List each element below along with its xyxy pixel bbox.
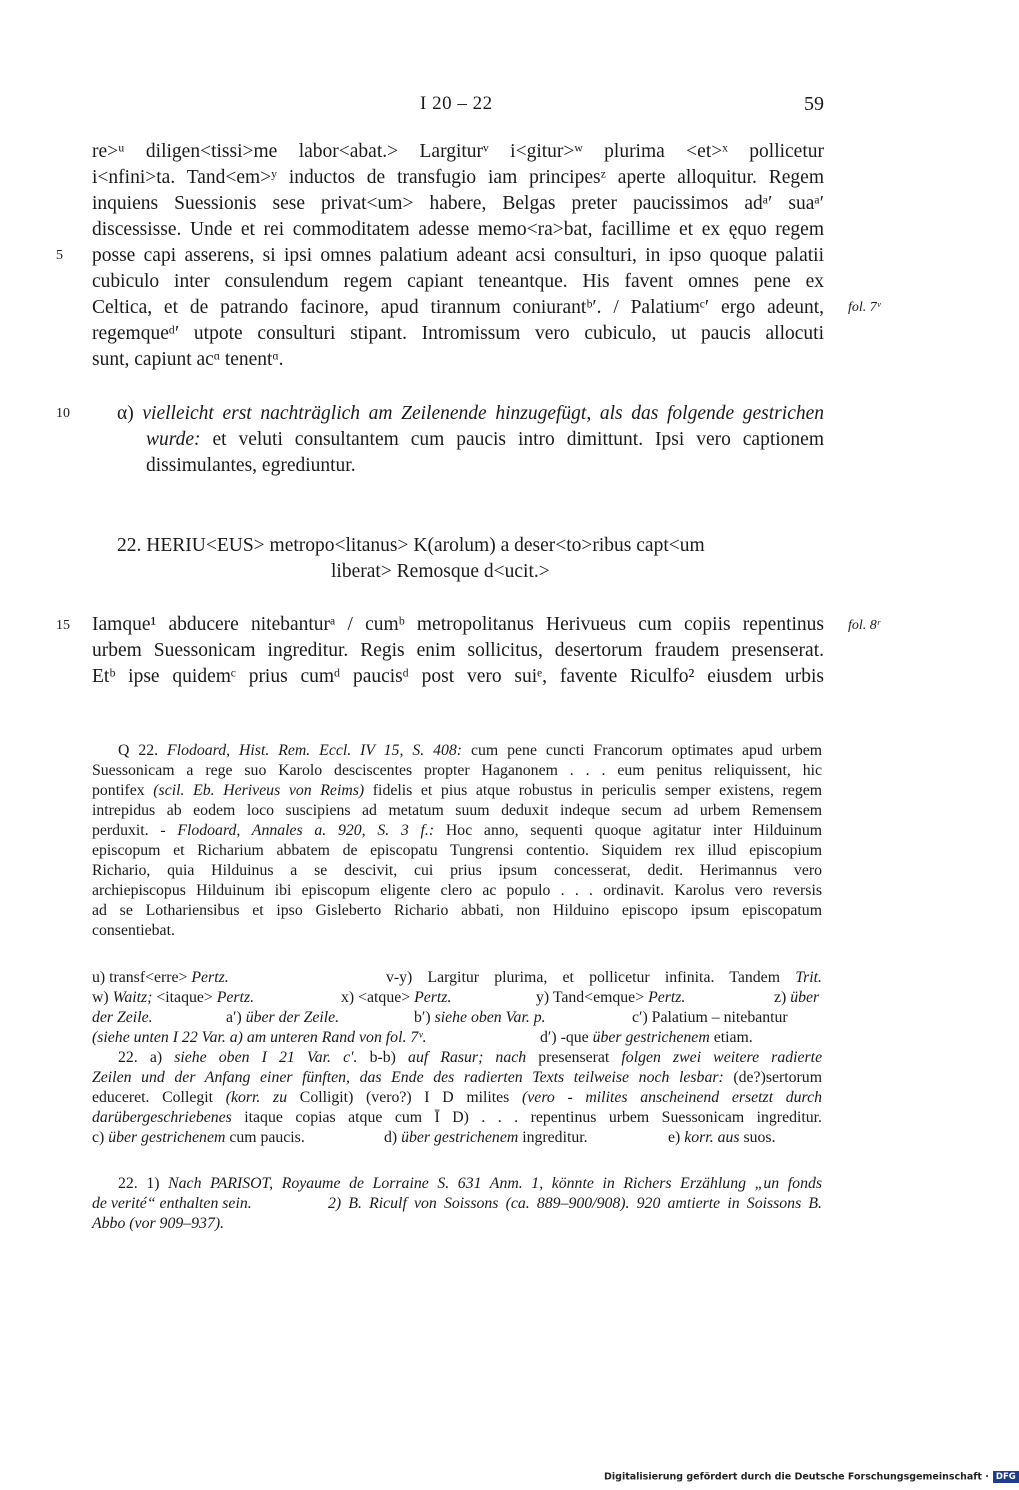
note-line: [146, 428, 824, 452]
sources-line: Suessonicam a rege suo Karolo desciscentes propter Haganonem . . . eum penitus reliquissent, hic: [92, 762, 822, 779]
text-line: Celtica, et de patrando facinore, apud tirannum coniurantᵇ′. / Palatiumᶜ′ ergo adeunt,: [92, 297, 824, 318]
apparatus-line: u) transf<erre> Pertz.: [92, 969, 229, 986]
line-number: 5: [56, 248, 63, 263]
apparatus-line: x) <atque> Pertz.: [341, 989, 452, 1006]
note-italic: wurde:: [146, 429, 201, 450]
sources-line: pontifex (scil. Eb. Heriveus von Reims) fidelis et pius atque robustus in periculis semper existens, regem: [92, 782, 823, 799]
sources-line: archiepiscopus Hilduinum ibi episcopum eligente clero ac populo . . . ordinavit. Karolus vero reversis: [92, 882, 822, 899]
text-line: sunt, capiunt acᵅ tenentᵅ.: [92, 349, 284, 370]
apparatus-line: b′) siehe oben Var. p.: [414, 1009, 546, 1026]
apparatus-line: 22. a) siehe oben I 21 Var. c′. b-b) auf Rasur; nach presenserat folgen zwei weitere radierte: [118, 1049, 823, 1066]
apparatus-line: Zeilen und der Anfang einer fünften, das Ende des radierten Texts teilweise noch lesbar: (de?)sertorum: [92, 1069, 822, 1086]
sources-line: consentiebat.: [92, 922, 175, 939]
chapter-heading: liberat> Remosque d<ucit.>: [331, 561, 550, 582]
sources-line: episcopum et Richarium abbatem de episcopatu Tungrensi contentio. Siquidem rex illud episcopium: [92, 842, 822, 859]
apparatus-line: der Zeile.: [92, 1009, 153, 1026]
note-line: dissimulantes, egrediuntur.: [146, 455, 356, 476]
text-line: discessisse. Unde et rei commoditatem adesse memo<ra>bat, facillime et ex ęquo regem: [92, 219, 824, 240]
note-text: et veluti consultantem cum paucis intro dimittunt. Ipsi vero captionem: [212, 429, 824, 450]
text-line: re>ᵘ diligen<tissi>me labor<abat.> Largiturᵛ i<gitur>ʷ plurima <et>ˣ pollicetur: [92, 141, 824, 162]
text-line: inquiens Suessionis sese privat<um> habere, Belgas preter paucissimos adᵃ′ suaᵃ′: [92, 193, 824, 214]
apparatus-line: darübergeschriebenes itaque copias atque cum Ī D) . . . repentinus urbem Suessonicam ingreditur.: [92, 1109, 822, 1126]
apparatus-line: educeret. Collegit (korr. zu Colligit) (vero?) I D milites (vero - milites anscheinend ersetzt durch: [92, 1089, 823, 1106]
commentary-line: Abbo (vor 909–937).: [92, 1215, 225, 1232]
dfg-logo: DFG: [993, 1471, 1019, 1483]
note-line: [117, 402, 824, 426]
apparatus-line: e) korr. aus suos.: [668, 1129, 776, 1146]
note-label: α): [117, 403, 134, 424]
text-line: Iamque¹ abducere nitebanturᵃ / cumᵇ metropolitanus Herivueus cum copiis repentinus: [92, 614, 824, 635]
apparatus-line: v-y) Largitur plurima, et pollicetur infinita. Tandem Trit.: [386, 969, 822, 986]
text-line: Etᵇ ipse quidemᶜ prius cumᵈ paucisᵈ post vero suiᵉ, favente Riculfo² eiusdem urbis: [92, 666, 824, 687]
running-head: I 20 – 22: [420, 93, 493, 114]
apparatus-line: d′) -que über gestrichenem etiam.: [540, 1029, 753, 1046]
text-line: posse capi asserens, si ipsi omnes palatium adeant acsi consulturi, in ipso quoque palatii: [92, 245, 824, 266]
line-number: 15: [56, 618, 70, 633]
apparatus-line: y) Tand<emque> Pertz.: [536, 989, 686, 1006]
apparatus-line: (siehe unten I 22 Var. a) am unteren Rand von fol. 7ᵛ.: [92, 1029, 427, 1046]
apparatus-line: c′) Palatium – nitebantur: [632, 1009, 788, 1026]
apparatus-line: d) über gestrichenem ingreditur.: [384, 1129, 588, 1146]
sources-line: Q 22. Flodoard, Hist. Rem. Eccl. IV 15, S. 408: cum pene cuncti Francorum optimates apud urbem: [118, 742, 823, 759]
text-line: i<nfini>ta. Tand<em>ʸ inductos de transfugio iam principesᶻ aperte alloquitur. Regem: [92, 167, 824, 188]
note-italic: vielleicht erst nachträglich am Zeilenende hinzugefügt, als das folgende gestrichen: [142, 403, 825, 424]
apparatus-line: w) Waitz; <itaque> Pertz.: [92, 989, 255, 1006]
margin-folio-note: fol. 7ᵛ: [848, 300, 881, 315]
text-line: urbem Suessonicam ingreditur. Regis enim sollicitus, desertorum fraudem presenserat.: [92, 640, 824, 661]
sources-line: perduxit. - Flodoard, Annales a. 920, S. 3 f.: Hoc anno, sequenti quoque agitatur inter Hilduinum: [92, 822, 823, 839]
sources-line: ad se Lothariensibus et ipso Gisleberto Richario abbati, non Hilduino episcopo ipsum episcopatum: [92, 902, 822, 919]
commentary-line: 22. 1) Nach PARISOT, Royaume de Lorraine S. 631 Anm. 1, könnte in Richers Erzählung „un fonds: [118, 1175, 823, 1192]
apparatus-line: c) über gestrichenem cum paucis.: [92, 1129, 305, 1146]
commentary-line: de verité“ enthalten sein.: [92, 1195, 252, 1212]
margin-folio-note: fol. 8ʳ: [848, 618, 880, 633]
line-number: 10: [56, 406, 70, 421]
apparatus-line: a′) über der Zeile.: [226, 1009, 340, 1026]
text-line: cubiculo inter consulendum regem capiant teneantque. His favent omnes pene ex: [92, 271, 824, 292]
chapter-heading: 22. HERIU<EUS> metropo<litanus> K(arolum) a deser<to>ribus capt<um: [117, 535, 705, 556]
text-line: regemqueᵈ′ utpote consulturi stipant. Intromissum vero cubiculo, ut paucis allocuti: [92, 323, 824, 344]
page-number: 59: [804, 93, 824, 115]
sources-line: intrepidus ab eodem loco suscipiens ad metatum suum deduxit indeque secum ad urbem Remensem: [92, 802, 822, 819]
apparatus-line: z) über: [774, 989, 820, 1006]
commentary-line: 2) B. Riculf von Soissons (ca. 889–900/908). 920 amtierte in Soissons B.: [328, 1195, 822, 1212]
digitization-credit: Digitalisierung gefördert durch die Deutsche Forschungsgemeinschaft · DFG: [604, 1471, 1019, 1483]
sources-line: Richario, quia Hilduinus a se descivit, cui prius ipsum concesserat, dedit. Herimannus vero: [92, 862, 822, 879]
